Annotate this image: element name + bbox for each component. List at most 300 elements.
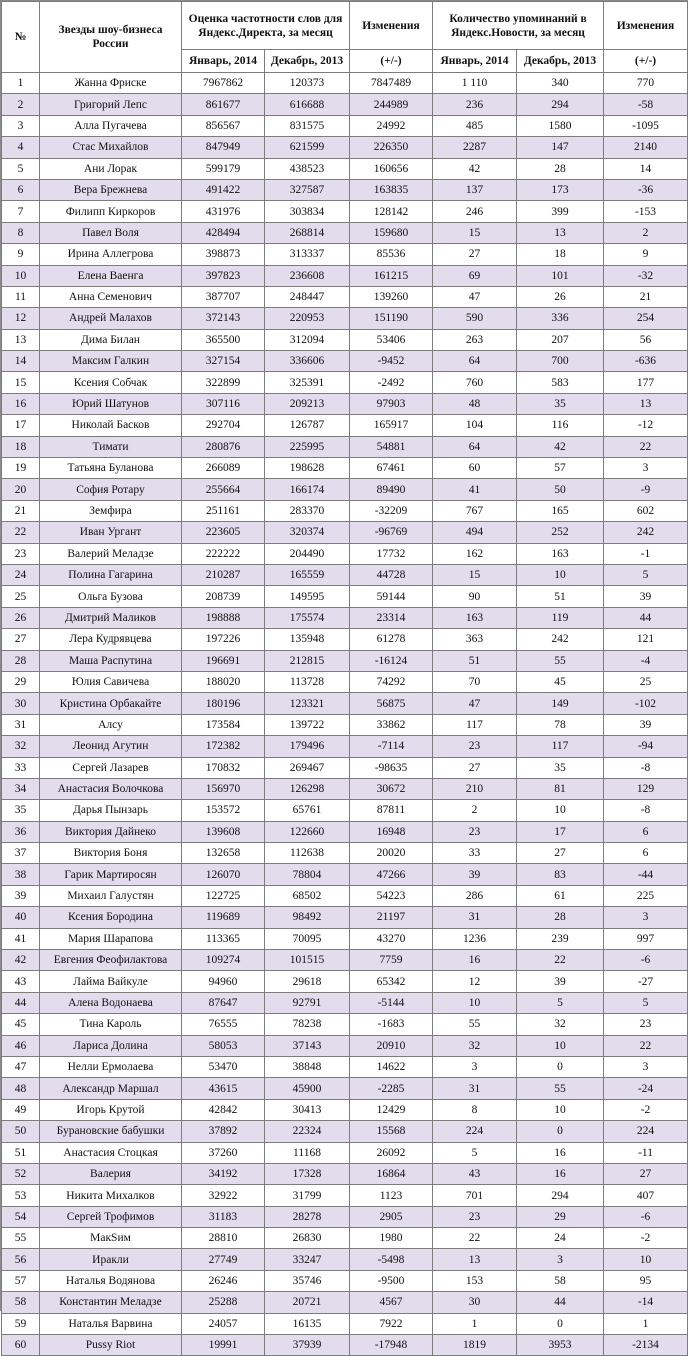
cell-mentions-jan: 27 — [433, 244, 517, 265]
cell-mentions-change: -14 — [604, 1292, 688, 1313]
cell-name: Юрий Шатунов — [40, 393, 182, 414]
table-row — [2, 1142, 688, 1163]
cell-mentions-change: 3 — [604, 907, 688, 928]
cell-freq-jan: 19991 — [182, 1335, 265, 1356]
header-mentions-group: Количество упоминаний в Яндекс.Новости, за месяц — [433, 2, 604, 50]
cell-mentions-dec: 700 — [517, 351, 604, 372]
cell-mentions-dec: 16 — [517, 1142, 604, 1163]
table-row — [2, 864, 688, 885]
cell-mentions-jan: 162 — [433, 543, 517, 564]
cell-freq-dec: 35746 — [265, 1270, 350, 1291]
cell-mentions-dec: 10 — [517, 800, 604, 821]
cell-number: 31 — [2, 714, 40, 735]
cell-freq-jan: 223605 — [182, 522, 265, 543]
cell-number: 38 — [2, 864, 40, 885]
cell-freq-dec: 123321 — [265, 693, 350, 714]
cell-mentions-change: -11 — [604, 1142, 688, 1163]
cell-freq-jan: 113365 — [182, 928, 265, 949]
cell-freq-change: -9452 — [350, 351, 433, 372]
cell-mentions-change: -27 — [604, 971, 688, 992]
cell-number: 47 — [2, 1056, 40, 1077]
cell-mentions-jan: 137 — [433, 179, 517, 200]
cell-freq-change: 17732 — [350, 543, 433, 564]
table-row — [2, 1099, 688, 1120]
cell-freq-change: 23314 — [350, 607, 433, 628]
cell-name: Ксения Бородина — [40, 907, 182, 928]
cell-number: 20 — [2, 479, 40, 500]
cell-mentions-dec: 55 — [517, 650, 604, 671]
cell-freq-jan: 188020 — [182, 671, 265, 692]
cell-freq-dec: 616688 — [265, 94, 350, 115]
cell-name: Игорь Крутой — [40, 1099, 182, 1120]
cell-name: Ани Лорак — [40, 158, 182, 179]
cell-mentions-jan: 69 — [433, 265, 517, 286]
cell-number: 4 — [2, 137, 40, 158]
cell-freq-change: 7759 — [350, 950, 433, 971]
cell-freq-jan: 251161 — [182, 500, 265, 521]
cell-freq-jan: 197226 — [182, 629, 265, 650]
cell-mentions-change: -153 — [604, 201, 688, 222]
cell-mentions-jan: 224 — [433, 1121, 517, 1142]
cell-freq-jan: 172382 — [182, 736, 265, 757]
cell-mentions-dec: 1580 — [517, 115, 604, 136]
cell-freq-jan: 322899 — [182, 372, 265, 393]
cell-number: 49 — [2, 1099, 40, 1120]
cell-name: Земфира — [40, 500, 182, 521]
cell-mentions-jan: 1236 — [433, 928, 517, 949]
cell-freq-dec: 204490 — [265, 543, 350, 564]
cell-name: Евгения Феофилактова — [40, 950, 182, 971]
cell-mentions-jan: 2 — [433, 800, 517, 821]
cell-freq-jan: 32922 — [182, 1185, 265, 1206]
cell-freq-jan: 34192 — [182, 1163, 265, 1184]
table-row — [2, 265, 688, 286]
cell-mentions-dec: 17 — [517, 821, 604, 842]
cell-name: Филипп Киркоров — [40, 201, 182, 222]
cell-freq-jan: 53470 — [182, 1056, 265, 1077]
cell-mentions-change: -9 — [604, 479, 688, 500]
cell-mentions-jan: 33 — [433, 843, 517, 864]
cell-freq-dec: 26830 — [265, 1228, 350, 1249]
cell-mentions-change: 6 — [604, 821, 688, 842]
cell-name: Ирина Аллегрова — [40, 244, 182, 265]
cell-number: 43 — [2, 971, 40, 992]
header-name: Звезды шоу-бизнеса России — [40, 2, 182, 73]
header-mentions-jan: Январь, 2014 — [433, 50, 517, 73]
cell-number: 33 — [2, 757, 40, 778]
cell-number: 12 — [2, 308, 40, 329]
cell-freq-dec: 33247 — [265, 1249, 350, 1270]
cell-freq-dec: 248447 — [265, 286, 350, 307]
cell-freq-jan: 153572 — [182, 800, 265, 821]
cell-mentions-change: 407 — [604, 1185, 688, 1206]
cell-name: Леонид Агутин — [40, 736, 182, 757]
cell-mentions-dec: 35 — [517, 393, 604, 414]
cell-number: 1 — [2, 73, 40, 94]
header-frequency-group: Оценка частотности слов для Яндекс.Директа, за месяц — [182, 2, 350, 50]
cell-name: Ольга Бузова — [40, 586, 182, 607]
cell-name: Валерия — [40, 1163, 182, 1184]
cell-name: Наталья Варвина — [40, 1313, 182, 1334]
cell-mentions-jan: 286 — [433, 885, 517, 906]
cell-freq-jan: 109274 — [182, 950, 265, 971]
cell-number: 22 — [2, 522, 40, 543]
table-row — [2, 1228, 688, 1249]
cell-name: София Ротару — [40, 479, 182, 500]
cell-freq-jan: 398873 — [182, 244, 265, 265]
cell-mentions-dec: 165 — [517, 500, 604, 521]
cell-freq-change: 165917 — [350, 415, 433, 436]
cell-mentions-dec: 28 — [517, 907, 604, 928]
table-row — [2, 543, 688, 564]
cell-freq-change: 54223 — [350, 885, 433, 906]
cell-mentions-change: 6 — [604, 843, 688, 864]
cell-mentions-change: 14 — [604, 158, 688, 179]
cell-freq-change: -17948 — [350, 1335, 433, 1356]
cell-mentions-jan: 43 — [433, 1163, 517, 1184]
cell-mentions-jan: 47 — [433, 286, 517, 307]
table-row — [2, 1121, 688, 1142]
cell-mentions-change: -12 — [604, 415, 688, 436]
cell-freq-change: 30672 — [350, 778, 433, 799]
cell-number: 14 — [2, 351, 40, 372]
cell-freq-dec: 70095 — [265, 928, 350, 949]
cell-freq-jan: 126070 — [182, 864, 265, 885]
cell-mentions-change: 39 — [604, 586, 688, 607]
cell-mentions-dec: 32 — [517, 1014, 604, 1035]
cell-mentions-dec: 39 — [517, 971, 604, 992]
cell-mentions-jan: 60 — [433, 458, 517, 479]
table-row — [2, 393, 688, 414]
cell-mentions-jan: 163 — [433, 607, 517, 628]
cell-freq-jan: 372143 — [182, 308, 265, 329]
cell-mentions-change: 254 — [604, 308, 688, 329]
cell-freq-jan: 327154 — [182, 351, 265, 372]
cell-number: 15 — [2, 372, 40, 393]
cell-number: 46 — [2, 1035, 40, 1056]
cell-name: Иван Ургант — [40, 522, 182, 543]
cell-freq-dec: 28278 — [265, 1206, 350, 1227]
cell-mentions-jan: 153 — [433, 1270, 517, 1291]
cell-name: Дмитрий Маликов — [40, 607, 182, 628]
cell-name: Анна Семенович — [40, 286, 182, 307]
cell-number: 39 — [2, 885, 40, 906]
cell-freq-change: 159680 — [350, 222, 433, 243]
table-row — [2, 1035, 688, 1056]
cell-mentions-dec: 0 — [517, 1313, 604, 1334]
cell-mentions-dec: 3 — [517, 1249, 604, 1270]
cell-mentions-jan: 485 — [433, 115, 517, 136]
table-row — [2, 115, 688, 136]
cell-mentions-jan: 10 — [433, 992, 517, 1013]
cell-freq-change: -5144 — [350, 992, 433, 1013]
cell-freq-change: 20910 — [350, 1035, 433, 1056]
cell-freq-jan: 208739 — [182, 586, 265, 607]
cell-mentions-jan: 1 110 — [433, 73, 517, 94]
cell-freq-jan: 255664 — [182, 479, 265, 500]
cell-mentions-dec: 55 — [517, 1078, 604, 1099]
cell-number: 48 — [2, 1078, 40, 1099]
cell-freq-jan: 856567 — [182, 115, 265, 136]
cell-freq-change: 139260 — [350, 286, 433, 307]
cell-name: Вера Брежнева — [40, 179, 182, 200]
cell-mentions-dec: 13 — [517, 222, 604, 243]
cell-freq-change: 24992 — [350, 115, 433, 136]
table-row — [2, 308, 688, 329]
cell-mentions-change: -6 — [604, 950, 688, 971]
table-row — [2, 1292, 688, 1313]
cell-freq-jan: 428494 — [182, 222, 265, 243]
cell-mentions-change: 27 — [604, 1163, 688, 1184]
cell-freq-change: -5498 — [350, 1249, 433, 1270]
cell-freq-dec: 149595 — [265, 586, 350, 607]
cell-freq-dec: 113728 — [265, 671, 350, 692]
cell-mentions-change: 56 — [604, 329, 688, 350]
table-row — [2, 1313, 688, 1334]
cell-freq-jan: 307116 — [182, 393, 265, 414]
cell-mentions-dec: 27 — [517, 843, 604, 864]
cell-mentions-jan: 263 — [433, 329, 517, 350]
cell-mentions-change: 177 — [604, 372, 688, 393]
cell-mentions-dec: 149 — [517, 693, 604, 714]
cell-mentions-jan: 104 — [433, 415, 517, 436]
cell-number: 16 — [2, 393, 40, 414]
cell-mentions-dec: 399 — [517, 201, 604, 222]
cell-number: 24 — [2, 564, 40, 585]
cell-freq-change: 7922 — [350, 1313, 433, 1334]
cell-number: 3 — [2, 115, 40, 136]
table-row — [2, 1335, 688, 1356]
cell-name: Полина Гагарина — [40, 564, 182, 585]
cell-number: 8 — [2, 222, 40, 243]
cell-number: 56 — [2, 1249, 40, 1270]
cell-freq-change: 2905 — [350, 1206, 433, 1227]
cell-freq-change: -2492 — [350, 372, 433, 393]
header-mentions-dec: Декабрь, 2013 — [517, 50, 604, 73]
cell-name: Маша Распутина — [40, 650, 182, 671]
cell-freq-change: 97903 — [350, 393, 433, 414]
header-mentions-change: Изменения — [604, 2, 688, 50]
cell-freq-change: 15568 — [350, 1121, 433, 1142]
cell-freq-change: -9500 — [350, 1270, 433, 1291]
cell-mentions-dec: 10 — [517, 1035, 604, 1056]
cell-freq-jan: 170832 — [182, 757, 265, 778]
cell-mentions-dec: 26 — [517, 286, 604, 307]
cell-freq-jan: 26246 — [182, 1270, 265, 1291]
cell-freq-dec: 37939 — [265, 1335, 350, 1356]
cell-mentions-change: 3 — [604, 458, 688, 479]
cell-mentions-change: -1095 — [604, 115, 688, 136]
table-row — [2, 201, 688, 222]
cell-name: Елена Ваенга — [40, 265, 182, 286]
cell-freq-dec: 165559 — [265, 564, 350, 585]
table-row — [2, 73, 688, 94]
cell-freq-dec: 212815 — [265, 650, 350, 671]
cell-freq-jan: 222222 — [182, 543, 265, 564]
cell-freq-jan: 156970 — [182, 778, 265, 799]
cell-freq-dec: 68502 — [265, 885, 350, 906]
cell-number: 51 — [2, 1142, 40, 1163]
cell-freq-dec: 621599 — [265, 137, 350, 158]
cell-freq-change: 85536 — [350, 244, 433, 265]
cell-freq-change: 4567 — [350, 1292, 433, 1313]
cell-name: Гарик Мартиросян — [40, 864, 182, 885]
cell-number: 34 — [2, 778, 40, 799]
cell-freq-jan: 292704 — [182, 415, 265, 436]
cell-number: 60 — [2, 1335, 40, 1356]
table-row — [2, 971, 688, 992]
cell-name: Лера Кудрявцева — [40, 629, 182, 650]
cell-freq-dec: 303834 — [265, 201, 350, 222]
cell-mentions-jan: 48 — [433, 393, 517, 414]
cell-freq-dec: 175574 — [265, 607, 350, 628]
cell-freq-jan: 119689 — [182, 907, 265, 928]
cell-mentions-change: 2140 — [604, 137, 688, 158]
cell-name: Николай Басков — [40, 415, 182, 436]
cell-mentions-jan: 30 — [433, 1292, 517, 1313]
cell-freq-change: 151190 — [350, 308, 433, 329]
cell-mentions-change: 997 — [604, 928, 688, 949]
cell-freq-jan: 397823 — [182, 265, 265, 286]
cell-mentions-jan: 1 — [433, 1313, 517, 1334]
cell-freq-change: 226350 — [350, 137, 433, 158]
cell-freq-dec: 268814 — [265, 222, 350, 243]
cell-number: 28 — [2, 650, 40, 671]
cell-mentions-dec: 50 — [517, 479, 604, 500]
cell-freq-dec: 283370 — [265, 500, 350, 521]
cell-mentions-jan: 117 — [433, 714, 517, 735]
cell-freq-jan: 198888 — [182, 607, 265, 628]
cell-number: 26 — [2, 607, 40, 628]
cell-name: Анастасия Волочкова — [40, 778, 182, 799]
cell-number: 52 — [2, 1163, 40, 1184]
cell-mentions-jan: 363 — [433, 629, 517, 650]
table-row — [2, 778, 688, 799]
cell-mentions-jan: 55 — [433, 1014, 517, 1035]
cell-freq-dec: 209213 — [265, 393, 350, 414]
cell-name: Лайма Вайкуле — [40, 971, 182, 992]
cell-freq-change: -98635 — [350, 757, 433, 778]
cell-freq-jan: 25288 — [182, 1292, 265, 1313]
cell-mentions-change: -24 — [604, 1078, 688, 1099]
cell-freq-dec: 438523 — [265, 158, 350, 179]
cell-freq-change: 54881 — [350, 436, 433, 457]
table-row — [2, 1249, 688, 1270]
table-row — [2, 329, 688, 350]
cell-name: Татьяна Буланова — [40, 458, 182, 479]
cell-freq-change: 65342 — [350, 971, 433, 992]
cell-freq-jan: 180196 — [182, 693, 265, 714]
cell-mentions-jan: 22 — [433, 1228, 517, 1249]
cell-freq-dec: 269467 — [265, 757, 350, 778]
cell-name: Константин Меладзе — [40, 1292, 182, 1313]
cell-name: Алена Водонаева — [40, 992, 182, 1013]
cell-mentions-jan: 39 — [433, 864, 517, 885]
cell-freq-dec: 78804 — [265, 864, 350, 885]
cell-freq-dec: 20721 — [265, 1292, 350, 1313]
cell-name: Ксения Собчак — [40, 372, 182, 393]
cell-freq-jan: 94960 — [182, 971, 265, 992]
cell-name: Виктория Боня — [40, 843, 182, 864]
cell-mentions-dec: 239 — [517, 928, 604, 949]
cell-number: 54 — [2, 1206, 40, 1227]
cell-mentions-jan: 1819 — [433, 1335, 517, 1356]
cell-mentions-jan: 494 — [433, 522, 517, 543]
cell-freq-jan: 37260 — [182, 1142, 265, 1163]
cell-freq-change: 43270 — [350, 928, 433, 949]
cell-mentions-change: 129 — [604, 778, 688, 799]
cell-number: 59 — [2, 1313, 40, 1334]
cell-number: 35 — [2, 800, 40, 821]
table-row — [2, 992, 688, 1013]
cell-freq-jan: 365500 — [182, 329, 265, 350]
cell-freq-jan: 87647 — [182, 992, 265, 1013]
cell-name: Юлия Савичева — [40, 671, 182, 692]
cell-freq-dec: 135948 — [265, 629, 350, 650]
header-frequency-change: Изменения — [350, 2, 433, 50]
header-mentions-plusminus: (+/-) — [604, 50, 688, 73]
cell-freq-dec: 31799 — [265, 1185, 350, 1206]
cell-mentions-jan: 15 — [433, 564, 517, 585]
cell-mentions-dec: 51 — [517, 586, 604, 607]
cell-number: 5 — [2, 158, 40, 179]
cell-mentions-jan: 12 — [433, 971, 517, 992]
cell-number: 7 — [2, 201, 40, 222]
cell-freq-change: 163835 — [350, 179, 433, 200]
table-row — [2, 564, 688, 585]
cell-mentions-change: -2 — [604, 1228, 688, 1249]
cell-number: 21 — [2, 500, 40, 521]
cell-number: 37 — [2, 843, 40, 864]
cell-mentions-change: -636 — [604, 351, 688, 372]
cell-freq-dec: 17328 — [265, 1163, 350, 1184]
cell-freq-change: 67461 — [350, 458, 433, 479]
cell-freq-jan: 42842 — [182, 1099, 265, 1120]
cell-mentions-change: 95 — [604, 1270, 688, 1291]
table-row — [2, 1185, 688, 1206]
cell-mentions-change: 2 — [604, 222, 688, 243]
cell-mentions-change: -2134 — [604, 1335, 688, 1356]
cell-mentions-change: 22 — [604, 1035, 688, 1056]
cell-mentions-jan: 31 — [433, 1078, 517, 1099]
table-row — [2, 1163, 688, 1184]
cell-freq-jan: 599179 — [182, 158, 265, 179]
cell-name: Кристина Орбакайте — [40, 693, 182, 714]
cell-mentions-jan: 767 — [433, 500, 517, 521]
cell-name: Максим Галкин — [40, 351, 182, 372]
cell-freq-jan: 139608 — [182, 821, 265, 842]
table-row — [2, 244, 688, 265]
cell-freq-dec: 166174 — [265, 479, 350, 500]
cell-mentions-change: 44 — [604, 607, 688, 628]
cell-name: Нелли Ермолаева — [40, 1056, 182, 1077]
cell-name: Лариса Долина — [40, 1035, 182, 1056]
cell-mentions-jan: 3 — [433, 1056, 517, 1077]
cell-freq-dec: 38848 — [265, 1056, 350, 1077]
cell-name: Григорий Лепс — [40, 94, 182, 115]
cell-mentions-jan: 246 — [433, 201, 517, 222]
cell-freq-change: -7114 — [350, 736, 433, 757]
table-row — [2, 907, 688, 928]
cell-freq-jan: 58053 — [182, 1035, 265, 1056]
cell-mentions-jan: 590 — [433, 308, 517, 329]
cell-number: 13 — [2, 329, 40, 350]
cell-freq-dec: 198628 — [265, 458, 350, 479]
cell-mentions-change: -8 — [604, 757, 688, 778]
cell-name: Валерий Меладзе — [40, 543, 182, 564]
cell-freq-jan: 847949 — [182, 137, 265, 158]
cell-mentions-change: 21 — [604, 286, 688, 307]
